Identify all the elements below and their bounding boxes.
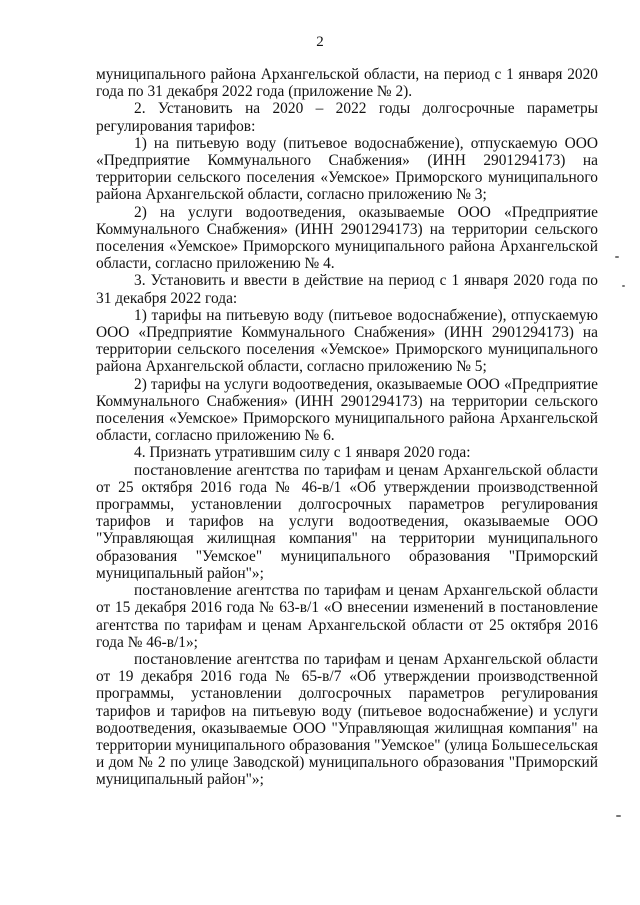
scan-mark [622,285,625,287]
repealed-resolution-65-v7: постановление агентства по тарифам и ценам Архангельской области от 19 декабря 2016 года № 65-в/7 «Об утверждении производственной программы, установлении долгосрочных параметров регулирования тарифов и тарифов на питьевую воду (питьевое водоснабжение) и услуги водоотведения, оказываемые ООО "Управляющая жилищная компания" на территории муниципального образования "Уемское" (улица Большесельская и дом № 2 по улице Заводской) муниципального образования "Приморский муниципальный район"»; [96,650,599,789]
paragraph-continuation: муниципального района Архангельской области, на период с 1 января 2020 года по 31 декабря 2022 года (приложение № 2). [96,66,598,101]
page-number: 2 [316,34,324,50]
repealed-resolution-63-v1: постановление агентства по тарифам и ценам Архангельской области от 15 декабря 2016 года № 63-в/1 «О внесении изменений в постановление агентства по тарифам и ценам Архангельской области от 25 октября 2016 года № 46-в/1»; [96,582,598,651]
paragraph-item-4: 4. Признать утратившим силу с 1 января 2020 года: [134,444,471,462]
scan-mark [616,815,621,817]
document-body [96,66,598,789]
repealed-resolution-46-v1: постановление агентства по тарифам и ценам Архангельской области от 25 октября 2016 года № 46-в/1 «Об утверждении производственной программы, установлении долгосрочных параметров регулирования тарифов и тарифов на услуги водоотведения, оказываемые ООО "Управляющая жилищная компания" на территории муниципального образования "Уемское" муниципального образования "Приморский муниципальный район"»; [96,461,598,582]
paragraph-item-3-2: 2) тарифы на услуги водоотведения, оказываемые ООО «Предприятие Коммунального Снабжения» (ИНН 2901294173) на территории сельского поселения «Уемское» Приморского муниципального района Архангельской области, согласно приложению № 6. [96,375,598,445]
paragraph-item-2: 2. Установить на 2020 – 2022 годы долгосрочные параметры регулирования тарифов: [96,100,598,135]
paragraph-item-2-2: 2) на услуги водоотведения, оказываемые ООО «Предприятие Коммунального Снабжения» (ИНН 2901294173) на территории сельского поселения «Уемское» Приморского муниципального района Архангельской области, согласно приложению № 4. [96,203,598,273]
paragraph-item-2-1: 1) на питьевую воду (питьевое водоснабжение), отпускаемую ООО «Предприятие Коммунального Снабжения» (ИНН 2901294173) на территории сельского поселения «Уемское» Приморского муниципального района Архангельской области, согласно приложению № 3; [96,134,598,204]
paragraph-item-3-1: 1) тарифы на питьевую воду (питьевое водоснабжение), отпускаемую ООО «Предприятие Коммунального Снабжения» (ИНН 2901294173) на территории сельского поселения «Уемское» Приморского муниципального района Архангельской области, согласно приложению № 5; [96,306,598,376]
scan-mark [615,256,619,258]
paragraph-item-3: 3. Установить и ввести в действие на период с 1 января 2020 года по 31 декабря 2022 года: [96,272,598,307]
